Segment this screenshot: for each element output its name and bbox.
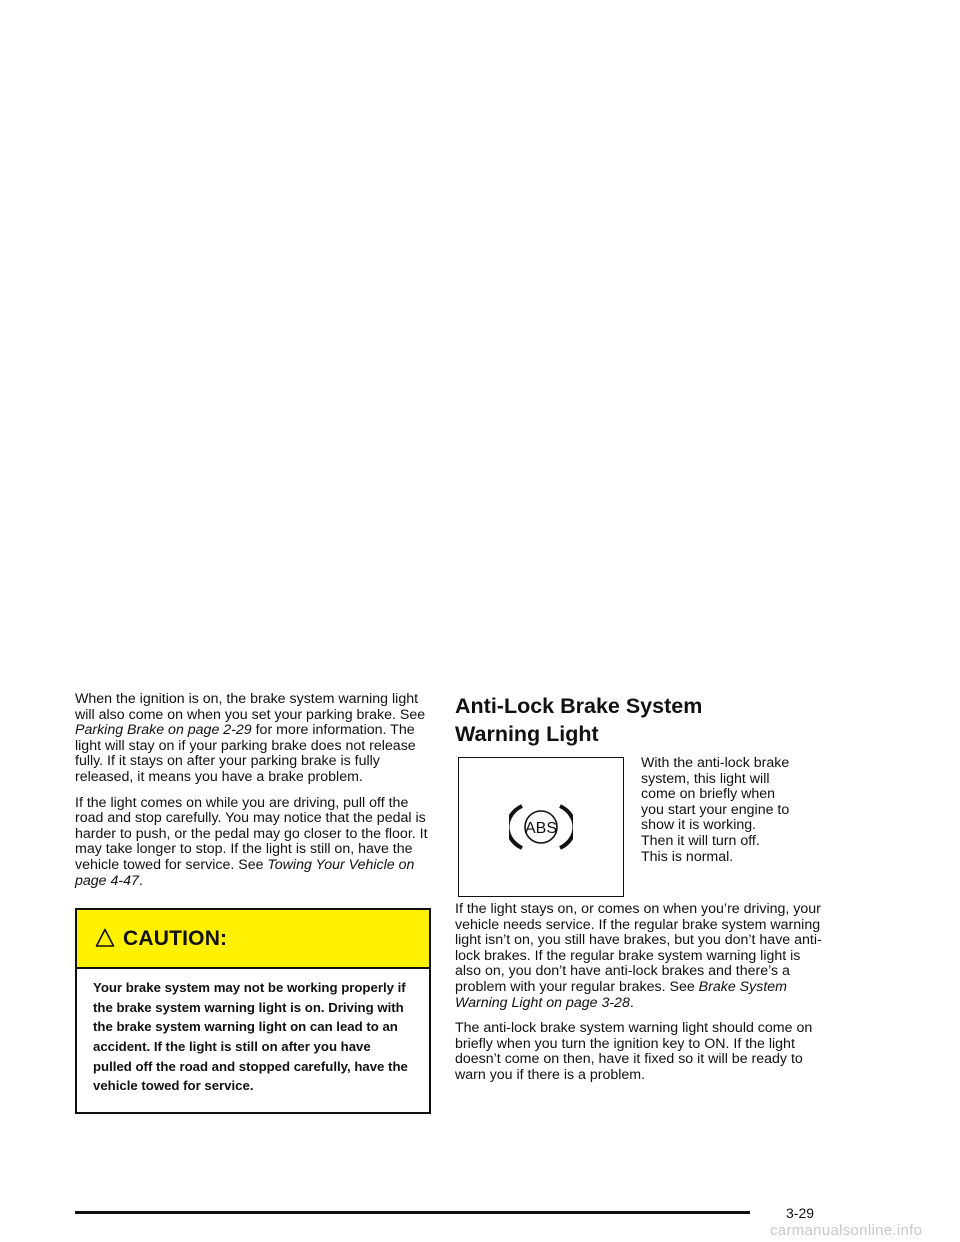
link-parking-brake[interactable]: Parking Brake on page 2-29: [75, 722, 252, 739]
paragraph-ignition-key: The anti-lock brake system warning light should come on briefly when you turn the ignition key to ON. If the light doesn’t come on then, have it fixed so it will be ready to warn you if there is a problem.: [455, 1020, 813, 1083]
caution-header: [77, 910, 429, 969]
watermark: carmanualsonline.info: [770, 1222, 923, 1239]
left-column: [75, 692, 431, 1114]
paragraph-ignition-brake: When the ignition is on, the brake system warning light will also come on when you set your parking brake. See Parking Brake on page 2-29 for more information. The light will stay on if your parking brake does not release fully. If it stays on after your parking brake is fully released, it means you have a brake problem.: [75, 691, 426, 785]
caution-title: CAUTION:: [123, 926, 228, 950]
abs-icon-label: ABS: [524, 820, 558, 837]
caution-text: Your brake system may not be working properly if the brake system warning light is on. Driving with the brake system warning light on can lead to an accident. If the light is still on after you have pulled off the road and stopped carefully, have the vehicle towed for service.: [93, 980, 408, 1094]
link-brake-system-warning-light[interactable]: Brake System Warning Light on page 3-28: [455, 978, 787, 1011]
abs-warning-light-icon: [509, 802, 573, 852]
section-heading: Anti-Lock Brake System Warning Light: [455, 694, 703, 746]
footer-rule: [75, 1211, 750, 1214]
link-towing-vehicle[interactable]: Towing Your Vehicle on page 4-47: [75, 856, 415, 889]
right-column: [455, 692, 825, 1094]
warning-icon: [95, 928, 115, 950]
abs-description: With the anti-lock brake system, this light will come on briefly when you start your engine to show it is working. Then it will turn off. This is normal.: [641, 755, 790, 865]
page-number: 3-29: [786, 1205, 815, 1221]
abs-figure: [455, 757, 825, 902]
abs-warning-light-box: [458, 757, 624, 897]
caution-box: [75, 908, 431, 1114]
paragraph-light-stays-on: If the light stays on, or comes on when you’re driving, your vehicle needs service. If the regular brake system warning light isn’t on, you still have brakes, but you don’t have anti-lock brakes. If the regular brake system warning light is also on, you don’t have anti-lock brakes and there’s a problem with your regular brakes. See Brake System Warning Light on page 3-28.: [455, 901, 822, 1011]
paragraph-light-while-driving: If the light comes on while you are driving, pull off the road and stop carefully. You may notice that the pedal is harder to push, or the pedal may go closer to the floor. It may take longer to stop. If the light is still on, have the vehicle towed for service. See Towing Your Vehicle on page 4-47.: [75, 794, 428, 889]
